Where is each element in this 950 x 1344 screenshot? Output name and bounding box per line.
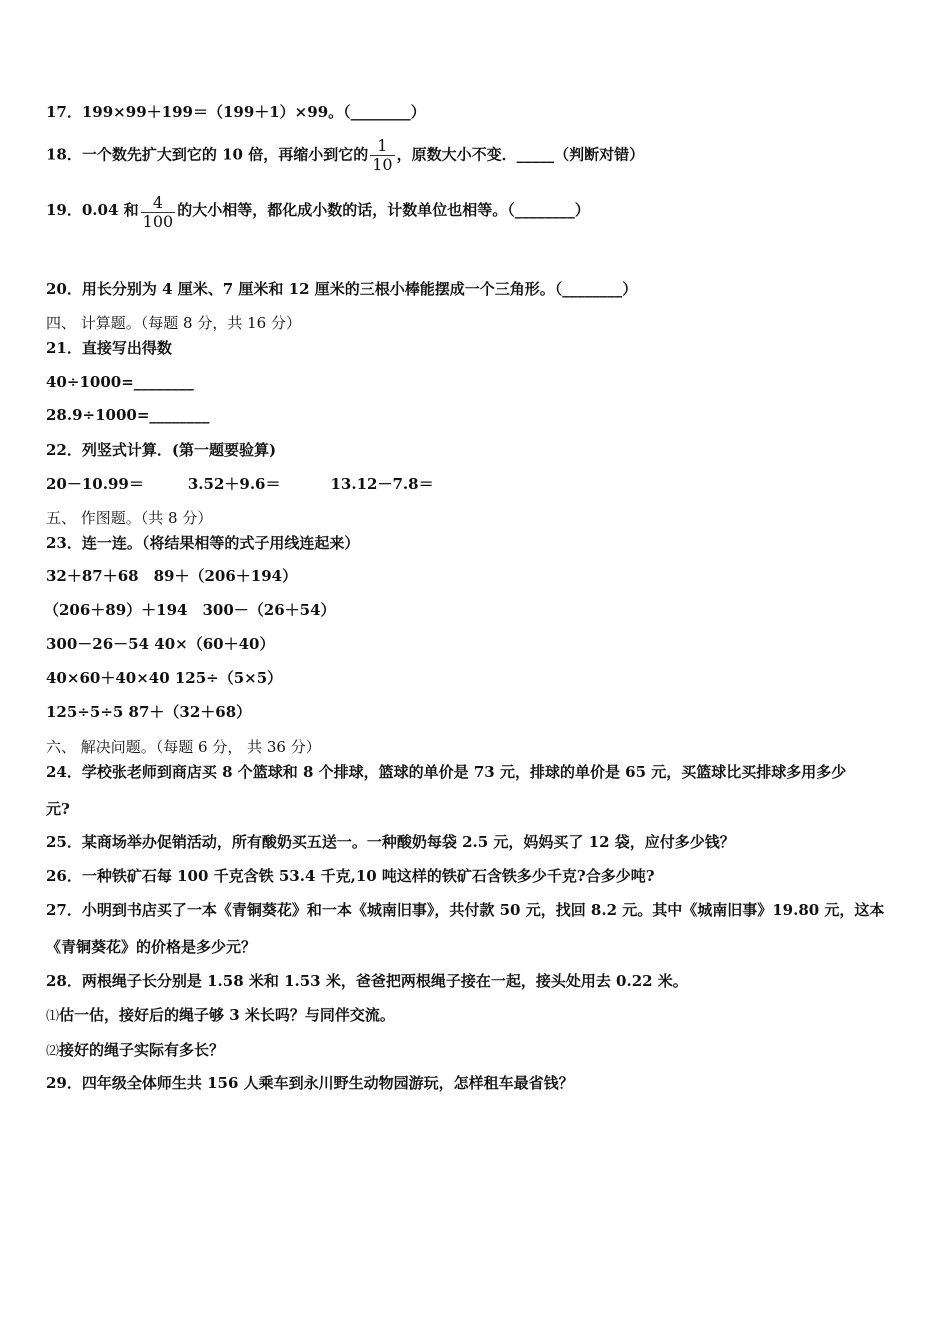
- q21-item-2: 28.9÷1000=________: [46, 406, 210, 424]
- q22-item-3: 13.12－7.8＝: [330, 475, 434, 493]
- question-18: [46, 137, 644, 174]
- section-5-heading: 五、 作图题。（共 8 分）: [46, 509, 213, 527]
- q22-items: [46, 474, 434, 494]
- question-20: 20．用长分别为 4 厘米、7 厘米和 12 厘米的三根小棒能摆成一个三角形。（________）: [46, 280, 638, 298]
- q28-sub-2-text: 接好的绳子实际有多长？: [59, 1041, 225, 1059]
- q21-item-1: 40÷1000=________: [46, 373, 194, 391]
- q19-text-before: 19．0.04 和: [46, 201, 139, 219]
- question-17: 17．199×99＋199＝（199＋1）×99。（________）: [46, 103, 426, 121]
- q23-row-1: 32＋87＋68 89＋（206＋194）: [46, 567, 298, 585]
- question-21-title: 21．直接写出得数: [46, 339, 172, 357]
- question-19: [46, 193, 590, 231]
- q23-row-5: 125÷5÷5 87＋（32＋68）: [46, 703, 252, 721]
- fraction-four-hundredths: $\frac{4}{100}$: [142, 193, 174, 231]
- question-25: 25．某商场举办促销活动，所有酸奶买五送一。一种酸奶每袋 2.5 元，妈妈买了 12 袋，应付多少钱？: [46, 833, 735, 851]
- question-27-line-2: 《青铜葵花》的价格是多少元？: [46, 938, 257, 956]
- q19-text-after: 的大小相等，都化成小数的话，计数单位也相等。（________）: [177, 201, 590, 219]
- q23-row-3: 300－26－54 40×（60＋40）: [46, 635, 275, 653]
- question-29: 29．四年级全体师生共 156 人乘车到永川野生动物园游玩，怎样租车最省钱？: [46, 1074, 574, 1092]
- q28-sub-1-mark: ⑴: [46, 1009, 60, 1024]
- q18-text-after: ，原数大小不变．_____（判断对错）: [396, 145, 645, 164]
- q23-row-2: （206＋89）＋194 300－（26＋54）: [44, 601, 336, 619]
- fraction-one-tenth: $\frac{1}{10}$: [372, 136, 393, 174]
- q28-sub-1: [46, 1005, 395, 1027]
- question-27-line-1: 27．小明到书店买了一本《青铜葵花》和一本《城南旧事》，共付款 50 元，找回 8.2 元。其中《城南旧事》19.80 元，这本: [46, 901, 885, 919]
- q18-text-before: 18．一个数先扩大到它的 10 倍，再缩小到它的: [46, 145, 369, 164]
- q22-item-1: 20－10.99＝: [46, 475, 144, 493]
- question-23-title: 23．连一连。（将结果相等的式子用线连起来）: [46, 534, 360, 552]
- section-4-heading: 四、 计算题。（每题 8 分，共 16 分）: [46, 314, 301, 332]
- q22-item-2: 3.52＋9.6＝: [187, 475, 281, 493]
- question-22-title: 22．列竖式计算．(第一题要验算): [46, 441, 277, 459]
- q28-sub-2: [46, 1040, 224, 1062]
- q28-sub-2-mark: ⑵: [46, 1044, 60, 1059]
- question-28-title: 28．两根绳子长分别是 1.58 米和 1.53 米，爸爸把两根绳子接在一起，接头处用去 0.22 米。: [46, 972, 688, 990]
- question-24-line-1: 24．学校张老师到商店买 8 个篮球和 8 个排球，篮球的单价是 73 元，排球的单价是 65 元，买篮球比买排球多用多少: [46, 763, 847, 781]
- section-6-heading: 六、 解决问题。（每题 6 分， 共 36 分）: [46, 738, 321, 756]
- question-26: 26．一种铁矿石每 100 千克含铁 53.4 千克,10 吨这样的铁矿石含铁多少千克?合多少吨?: [46, 867, 655, 885]
- q23-row-4: 40×60＋40×40 125÷（5×5）: [46, 669, 283, 687]
- question-24-line-2: 元?: [46, 800, 70, 818]
- q28-sub-1-text: 估一估，接好后的绳子够 3 米长吗？与同伴交流。: [59, 1006, 395, 1024]
